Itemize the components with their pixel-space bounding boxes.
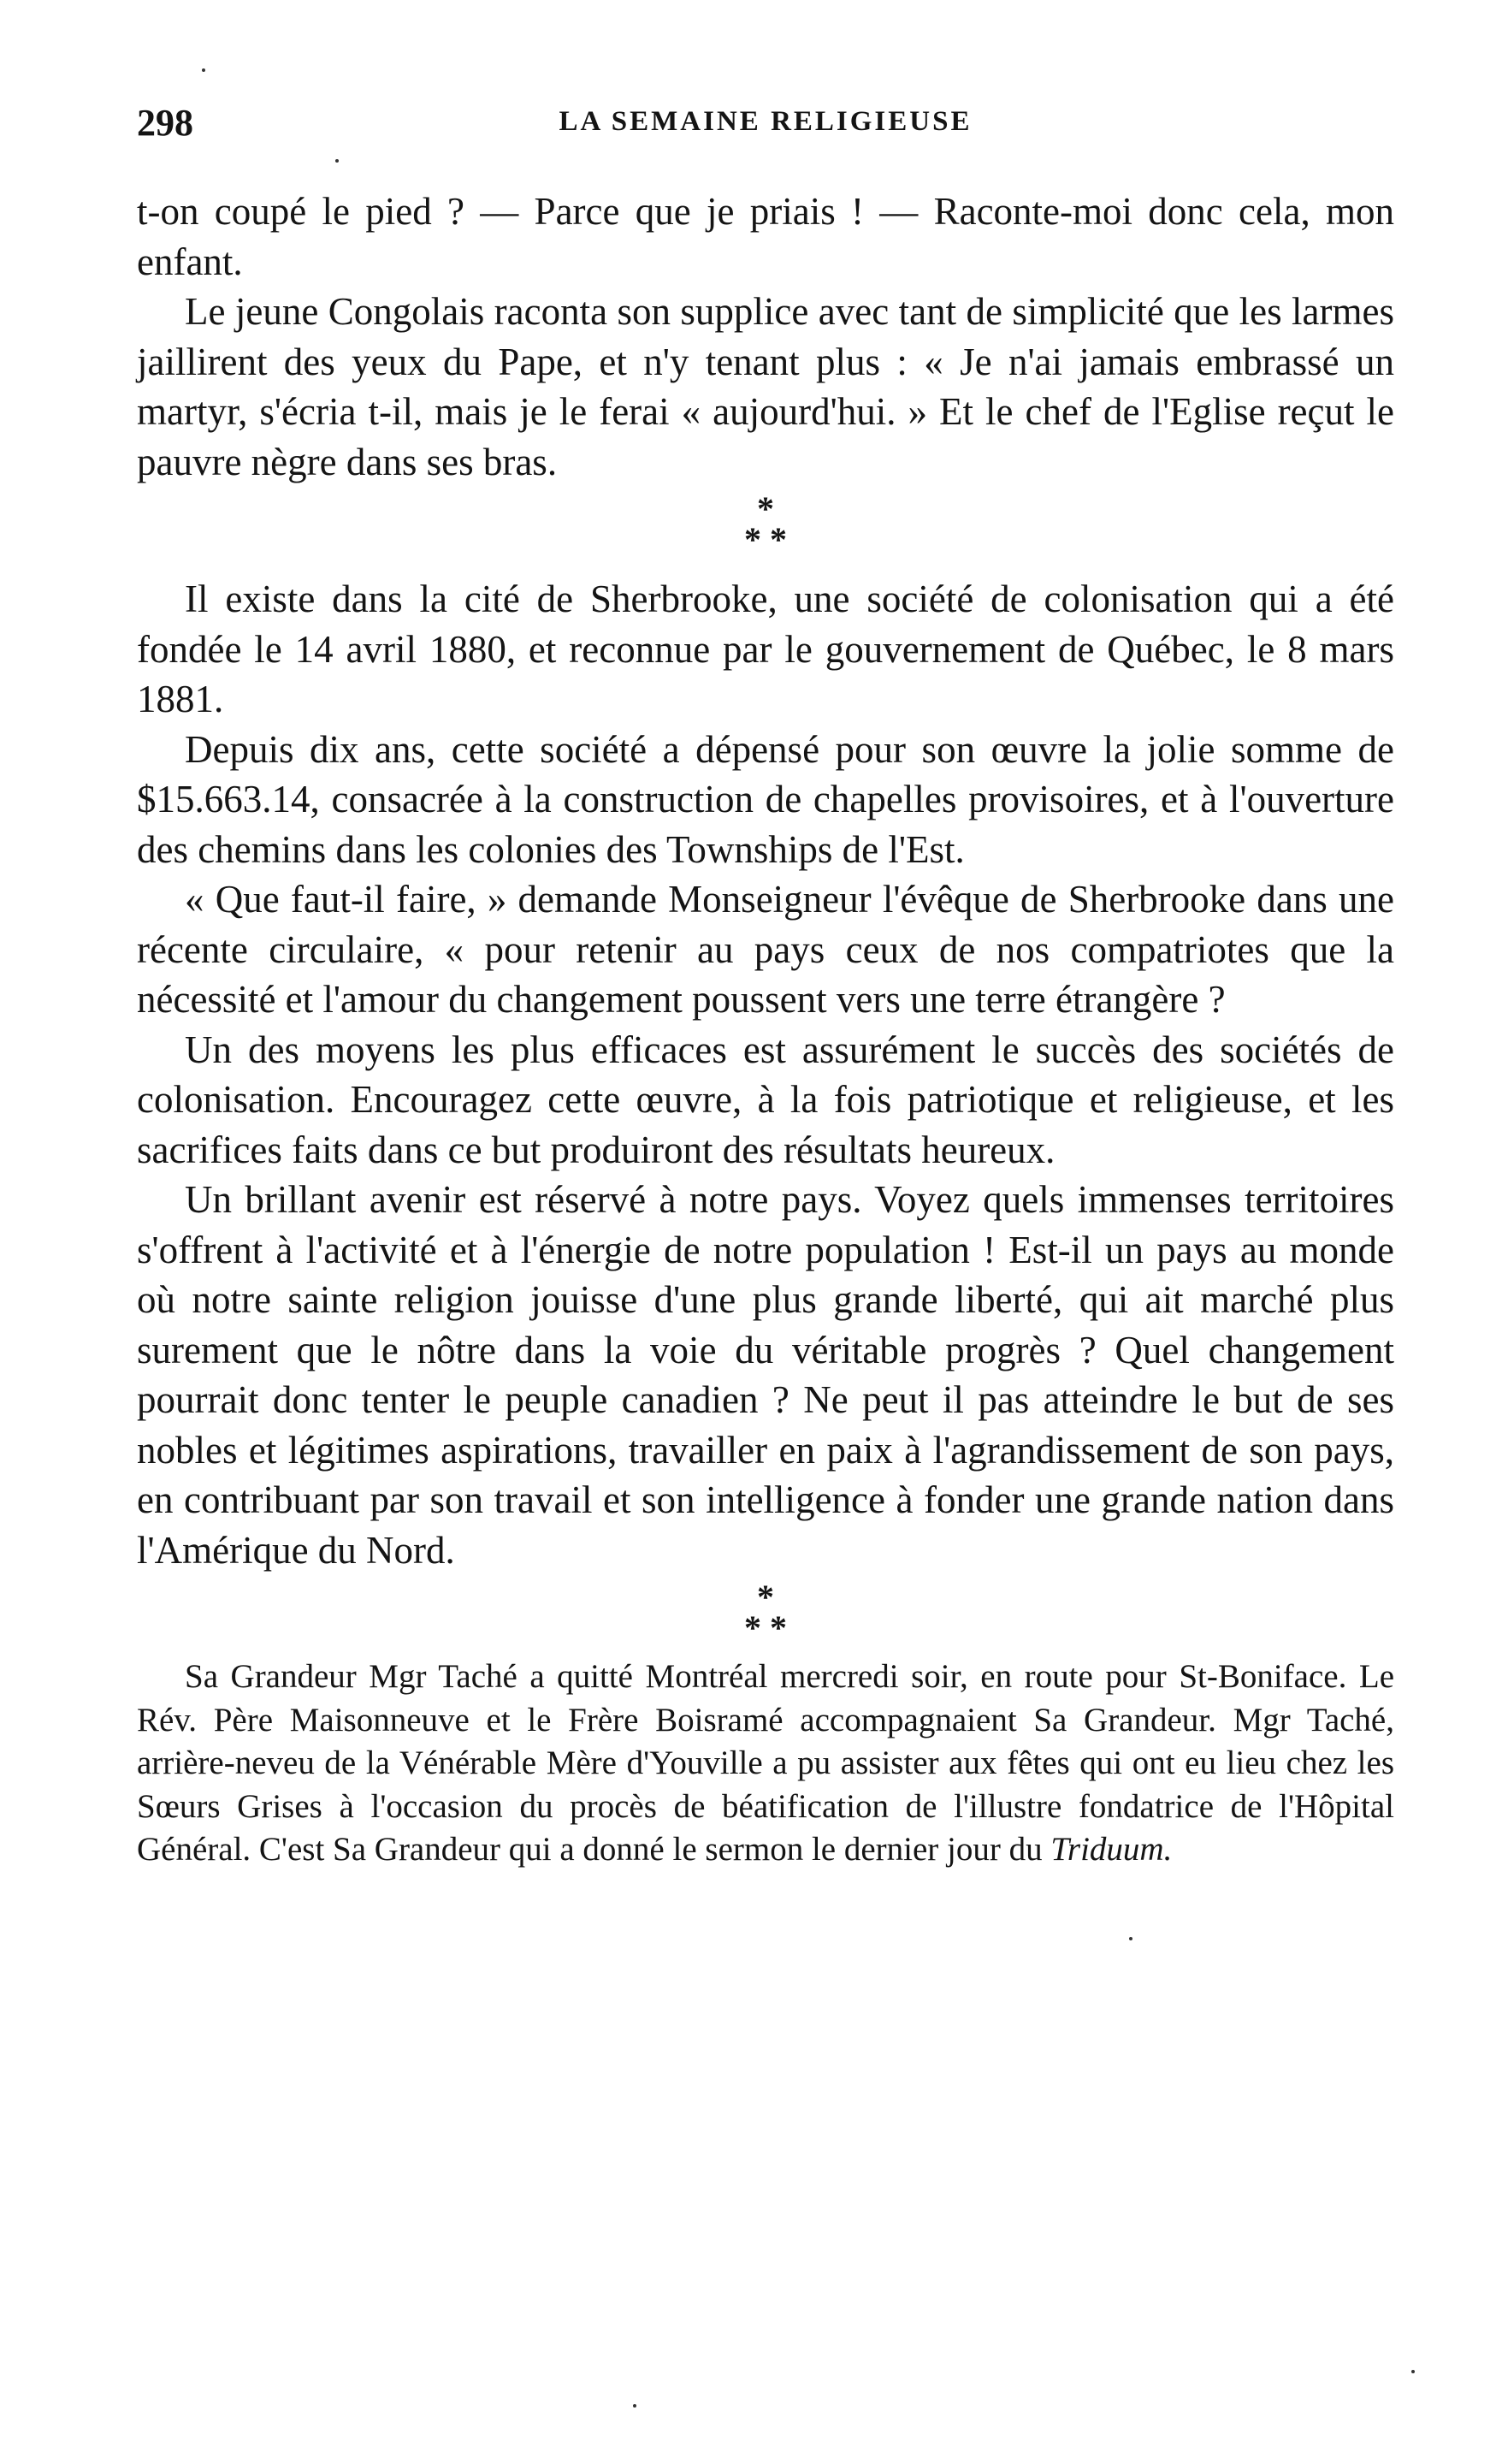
- paragraph-circulaire: « Que faut-il faire, » demande Monseigneur l'évêque de Sherbrooke dans une récente circulaire, « pour retenir au pays ceux de nos compatriotes que la nécessité et l'amour du changement poussent vers une terre étrangère ?: [137, 878, 1394, 1021]
- paragraph-news-note: [137, 1656, 1394, 1872]
- paragraph-sherbrooke: Il existe dans la cité de Sherbrooke, une société de colonisation qui a été fondée le 14 avril 1880, et reconnue par le gouvernement de Québec, le 8 mars 1881.: [137, 578, 1394, 720]
- asterism-bottom: * *: [744, 1608, 787, 1647]
- running-head: LA SEMAINE RELIGIEUSE: [559, 106, 973, 137]
- page-header: [137, 101, 1394, 152]
- scan-speck: [1129, 1937, 1132, 1940]
- scan-speck: [633, 2404, 636, 2408]
- article-body: [137, 187, 1394, 1872]
- scan-speck: [1411, 2370, 1415, 2373]
- page-number: 298: [137, 102, 193, 144]
- asterism-separator-2: [137, 1578, 1394, 1647]
- asterism-top: *: [757, 1578, 774, 1616]
- news-note-text: Sa Grandeur Mgr Taché a quitté Montréal mercredi soir, en route pour St-Boniface. Le Rév. Père Maisonneuve et le Frère Boisramé accompagnaient Sa Grandeur. Mgr Taché, arrière-neveu de la Vénérable Mère d'Youville a pu assister aux fêtes qui ont eu lieu chez les Sœurs Grises à l'occasion du procès de béatification de l'illustre fondatrice de l'Hôpital Général. C'est Sa Grandeur qui a donné le sermon le dernier jour du: [137, 1658, 1394, 1868]
- asterism-separator-1: [137, 489, 1394, 559]
- asterism-top: *: [757, 489, 774, 528]
- asterism-bottom: * *: [744, 520, 787, 559]
- paragraph-moyens: Un des moyens les plus efficaces est assurément le succès des sociétés de colonisation. Encouragez cette œuvre, à la fois patriotique et religieuse, et les sacrifices faits dans ce but produiront des résultats heureux.: [137, 1028, 1394, 1171]
- scan-speck: [202, 68, 205, 72]
- scan-speck: [335, 159, 339, 163]
- paragraph-depuis: Depuis dix ans, cette société a dépensé pour son œuvre la jolie somme de $15.663.14, consacrée à la construction de chapelles provisoires, et à l'ouverture des chemins dans les colonies des Townships de l'Est.: [137, 727, 1394, 871]
- paragraph-continued: t-on coupé le pied ? — Parce que je priais ! — Raconte-moi donc cela, mon enfant.: [137, 190, 1394, 283]
- paragraph-avenir: Un brillant avenir est réservé à notre pays. Voyez quels immenses territoires s'offrent à l'activité et à l'énergie de notre population ! Est-il un pays au monde où notre sainte religion jouisse d'une plus grande liberté, qui ait marché plus surement que le nôtre dans la voie du véritable progrès ? Quel changement pourrait donc tenter le peuple canadien ? Ne peut il pas atteindre le but de ses nobles et légitimes aspirations, travailler en paix à l'agrandissement de son pays, en contribuant par son travail et son intelligence à fonder une grande nation dans l'Amérique du Nord.: [137, 1178, 1394, 1572]
- news-note-italic: Triduum.: [1050, 1831, 1173, 1868]
- paragraph-congolais: Le jeune Congolais raconta son supplice avec tant de simplicité que les larmes jaillirent des yeux du Pape, et n'y tenant plus : « Je n'ai jamais embrassé un martyr, s'écria t-il, mais je le ferai « aujourd'hui. » Et le chef de l'Eglise reçut le pauvre nègre dans ses bras.: [137, 290, 1394, 483]
